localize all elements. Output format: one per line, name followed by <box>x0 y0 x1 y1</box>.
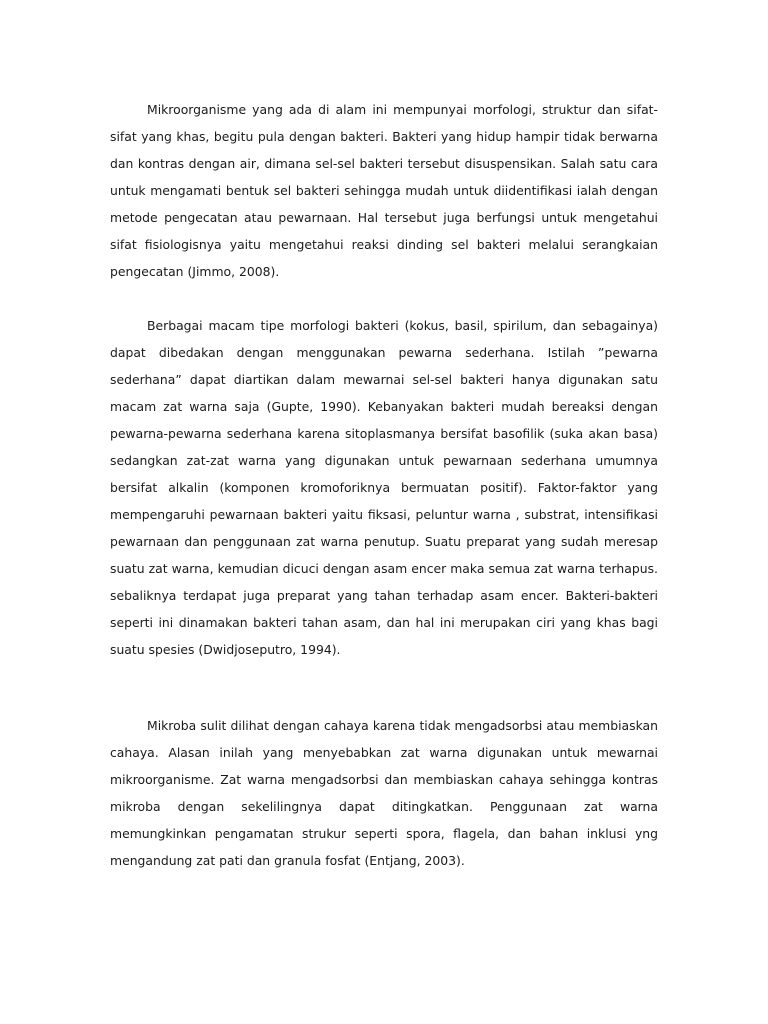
paragraph-2: Berbagai macam tipe morfologi bakteri (kokus, basil, spirilum, dan sebagainya) dapat dibedakan dengan menggunakan pewarna sederhana. Istilah ”pewarna sederhana” dapat diartikan dalam mewarnai sel-sel bakteri hanya digunakan satu macam zat warna saja (Gupte, 1990). Kebanyakan bakteri mudah bereaksi dengan pewarna-pewarna sederhana karena sitoplasmanya bersifat basofilik (suka akan basa) sedangkan zat-zat warna yang digunakan untuk pewarnaan sederhana umumnya bersifat alkalin (komponen kromoforiknya bermuatan positif). Faktor-faktor yang mempengaruhi pewarnaan bakteri yaitu fiksasi, peluntur warna , substrat, intensifikasi pewarnaan dan penggunaan zat warna penutup. Suatu preparat yang sudah meresap suatu zat warna, kemudian dicuci dengan asam encer maka semua zat warna terhapus. sebaliknya terdapat juga preparat yang tahan terhadap asam encer. Bakteri-bakteri seperti ini dinamakan bakteri tahan asam, dan hal ini merupakan ciri yang khas bagi suatu spesies (Dwidjoseputro, 1994). <box>110 318 658 657</box>
paragraph-1: Mikroorganisme yang ada di alam ini mempunyai morfologi, struktur dan sifat-sifat yang khas, begitu pula dengan bakteri. Bakteri yang hidup hampir tidak berwarna dan kontras dengan air, dimana sel-sel bakteri tersebut disuspensikan. Salah satu cara untuk mengamati bentuk sel bakteri sehingga mudah untuk diidentifikasi ialah dengan metode pengecatan atau pewarnaan. Hal tersebut juga berfungsi untuk mengetahui sifat fisiologisnya yaitu mengetahui reaksi dinding sel bakteri melalui serangkaian pengecatan (Jimmo, 2008). <box>110 102 658 279</box>
paragraph-3: Mikroba sulit dilihat dengan cahaya karena tidak mengadsorbsi atau membiaskan cahaya. Alasan inilah yang menyebabkan zat warna digunakan untuk mewarnai mikroorganisme. Zat warna mengadsorbsi dan membiaskan cahaya sehingga kontras mikroba dengan sekelilingnya dapat ditingkatkan. Penggunaan zat warna memungkinkan pengamatan strukur seperti spora, flagela, dan bahan inklusi yng mengandung zat pati dan granula fosfat (Entjang, 2003). <box>110 718 658 868</box>
